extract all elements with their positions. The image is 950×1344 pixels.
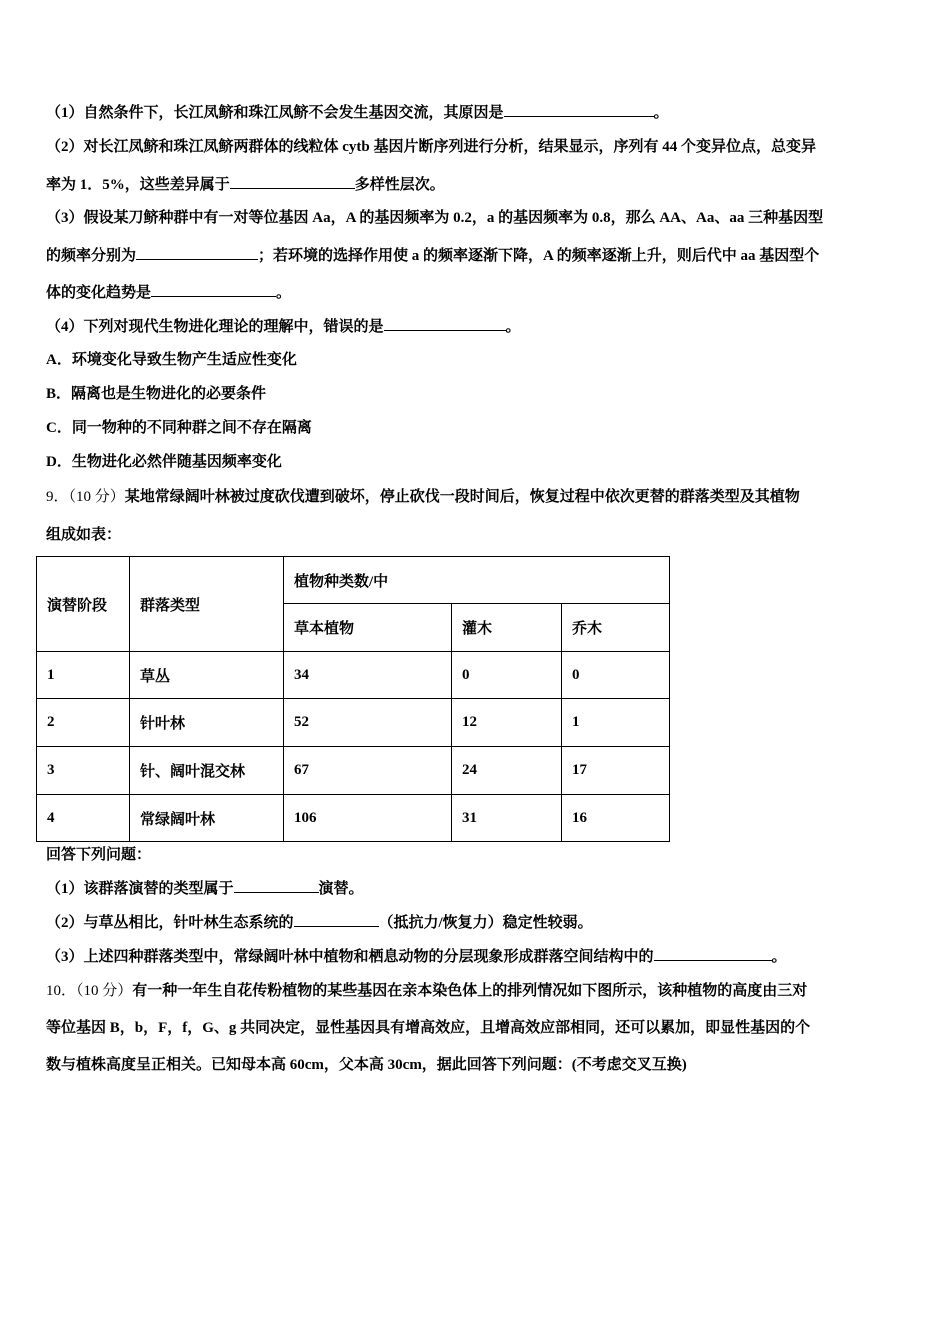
q8-part3-line2 xyxy=(46,245,819,266)
q8-part3-line3 xyxy=(46,282,291,303)
cell: 1 xyxy=(562,699,670,747)
cell: 16 xyxy=(562,795,670,842)
q9-sub3 xyxy=(46,946,787,967)
text: （4）下列对现代生物进化理论的理解中，错误的是 xyxy=(46,319,384,335)
table-row xyxy=(37,652,670,699)
header-species-count: 植物种类数/中 xyxy=(284,557,670,604)
answer-blank xyxy=(230,174,355,189)
header-community-type: 群落类型 xyxy=(130,557,284,652)
text: 某地常绿阔叶林被过度砍伐遭到破坏，停止砍伐一段时间后，恢复过程中依次更替的群落类型及其植物 xyxy=(124,489,800,505)
text: 。 xyxy=(653,105,669,121)
text: ；若环境的选择作用使 a 的频率逐渐下降，A 的频率逐渐上升，则后代中 aa 基因型个 xyxy=(258,248,820,264)
q9-sub1 xyxy=(46,878,364,899)
text: 有一种一年生自花传粉植物的某些基因在亲本染色体上的排列情况如下图所示，该种植物的高度由三对 xyxy=(132,983,808,999)
header-stage: 演替阶段 xyxy=(37,557,130,652)
succession-table xyxy=(36,556,670,842)
cell: 1 xyxy=(37,652,130,699)
answer-intro: 回答下列问题： xyxy=(46,847,152,863)
table-row xyxy=(37,795,670,842)
answer-blank xyxy=(234,878,319,893)
answer-blank xyxy=(294,912,379,927)
cell: 24 xyxy=(452,747,562,795)
cell: 31 xyxy=(452,795,562,842)
cell: 12 xyxy=(452,699,562,747)
answer-blank xyxy=(504,102,654,117)
cell: 常绿阔叶林 xyxy=(130,795,284,842)
cell: 0 xyxy=(452,652,562,699)
answer-blank xyxy=(151,282,276,297)
q9-sub2 xyxy=(46,912,593,933)
option-c: C．同一物种的不同种群之间不存在隔离 xyxy=(46,420,312,436)
text: 体的变化趋势是 xyxy=(46,285,152,301)
answer-blank xyxy=(384,316,506,331)
option-b: B．隔离也是生物进化的必要条件 xyxy=(46,386,267,402)
cell: 3 xyxy=(37,747,130,795)
q8-part3-line1: （3）假设某刀鲚种群中有一对等位基因 Aa，A 的基因频率为 0.2，a 的基因频率为 0.8，那么 AA、Aa、aa 三种基因型 xyxy=(46,210,824,226)
table-row xyxy=(37,699,670,747)
cell: 106 xyxy=(284,795,452,842)
q9-stem-line1 xyxy=(46,487,800,507)
text: （2）与草丛相比，针叶林生态系统的 xyxy=(46,915,294,931)
answer-blank xyxy=(654,946,772,961)
question-number: 9．（10 分） xyxy=(46,489,125,505)
text: 。 xyxy=(276,285,292,301)
cell: 52 xyxy=(284,699,452,747)
header-shrub: 灌木 xyxy=(452,604,562,652)
text: 率为 1．5%，这些差异属于 xyxy=(46,177,230,193)
cell: 针叶林 xyxy=(130,699,284,747)
option-a: A．环境变化导致生物产生适应性变化 xyxy=(46,352,297,368)
text: 的频率分别为 xyxy=(46,248,137,264)
cell: 67 xyxy=(284,747,452,795)
option-d: D．生物进化必然伴随基因频率变化 xyxy=(46,454,282,470)
q8-part2-line1: （2）对长江凤鲚和珠江凤鲚两群体的线粒体 cytb 基因片断序列进行分析，结果显示，序列有 44 个变异位点，总变异 xyxy=(46,139,817,155)
q10-line3: 数与植株高度呈正相关。已知母本高 60cm，父本高 30cm，据此回答下列问题：(不考虑交叉互换) xyxy=(46,1057,687,1073)
text: （1）自然条件下，长江凤鲚和珠江凤鲚不会发生基因交流，其原因是 xyxy=(46,105,504,121)
q8-part4 xyxy=(46,316,521,337)
text: 演替。 xyxy=(318,881,364,897)
cell: 34 xyxy=(284,652,452,699)
cell: 草丛 xyxy=(130,652,284,699)
cell: 针、阔叶混交林 xyxy=(130,747,284,795)
q8-part2-line2 xyxy=(46,174,445,195)
cell: 4 xyxy=(37,795,130,842)
question-number: 10．（10 分） xyxy=(46,983,133,999)
text: （抵抗力/恢复力）稳定性较弱。 xyxy=(378,915,593,931)
cell: 17 xyxy=(562,747,670,795)
header-tree: 乔木 xyxy=(562,604,670,652)
table-row xyxy=(37,747,670,795)
text: （1）该群落演替的类型属于 xyxy=(46,881,234,897)
header-herb: 草本植物 xyxy=(284,604,452,652)
cell: 0 xyxy=(562,652,670,699)
q8-part1 xyxy=(46,102,669,123)
q9-stem-line2: 组成如表： xyxy=(46,527,122,543)
cell: 2 xyxy=(37,699,130,747)
text: 。 xyxy=(505,319,521,335)
answer-blank xyxy=(136,245,258,260)
text: 。 xyxy=(771,949,787,965)
q10-line1 xyxy=(46,981,807,1001)
text: （3）上述四种群落类型中，常绿阔叶林中植物和栖息动物的分层现象形成群落空间结构中的 xyxy=(46,949,654,965)
text: 多样性层次。 xyxy=(354,177,445,193)
q10-line2: 等位基因 B，b，F，f，G、g 共同决定，显性基因具有增高效应，且增高效应部相同，还可以累加，即显性基因的个 xyxy=(46,1020,811,1036)
